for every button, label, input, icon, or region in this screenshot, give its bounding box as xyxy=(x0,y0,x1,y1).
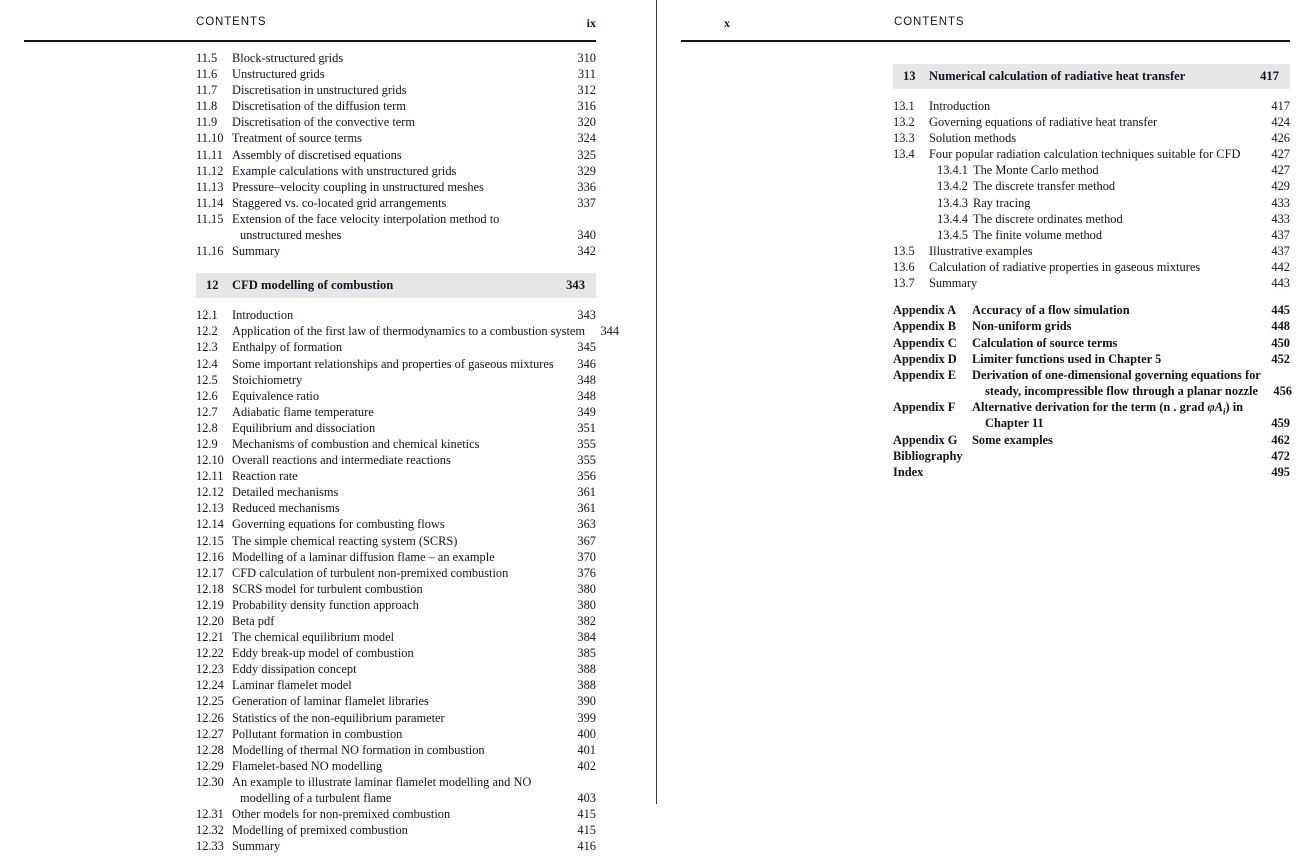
toc-entry-page: 384 xyxy=(577,630,596,645)
toc-entry-page: 337 xyxy=(577,195,596,210)
toc-entry-page: 415 xyxy=(577,807,596,822)
toc-entry[interactable] xyxy=(196,712,596,728)
toc-entry-page: 426 xyxy=(1271,131,1290,146)
toc-entry-title: Illustrative examples xyxy=(929,243,1033,258)
toc-entry-page: 324 xyxy=(577,131,596,146)
toc-entry-number: 13.4.1 xyxy=(937,163,968,178)
toc-entry-number: 12.25 xyxy=(196,694,224,709)
toc-entry[interactable] xyxy=(893,229,1290,245)
toc-entry-page: 450 xyxy=(1271,335,1290,350)
toc-entry-number: 11.7 xyxy=(196,83,218,98)
toc-entry-page: 382 xyxy=(577,614,596,628)
toc-entry-page: 329 xyxy=(577,163,596,178)
toc-entry-number: 12.3 xyxy=(196,340,218,355)
toc-entry[interactable] xyxy=(196,502,596,518)
toc-entry[interactable] xyxy=(196,149,596,165)
toc-entry-number: 12.6 xyxy=(196,388,218,403)
toc-entry-number: 11.13 xyxy=(196,179,224,194)
toc-entry[interactable] xyxy=(196,181,596,197)
toc-entry-page: 340 xyxy=(577,228,596,243)
toc-entry-title: Overall reactions and intermediate reactions xyxy=(232,453,451,468)
toc-entry[interactable] xyxy=(196,728,596,744)
toc-entry-title: Extension of the face velocity interpolation method to xyxy=(232,211,500,226)
toc-entry-page: 336 xyxy=(577,179,596,194)
toc-entry-number: 12.4 xyxy=(196,356,218,371)
toc-entry-title: Some examples xyxy=(972,432,1053,447)
toc-entry-page: 437 xyxy=(1271,227,1290,242)
toc-entry[interactable] xyxy=(196,84,596,100)
chapter-12-entries xyxy=(196,308,620,856)
toc-entry-title: Beta pdf xyxy=(232,614,275,628)
appendix-entries xyxy=(893,304,1290,482)
toc-entry-title: Enthalpy of formation xyxy=(232,340,343,355)
toc-entry-number: 11.11 xyxy=(196,147,223,162)
chapter-13-heading xyxy=(893,64,1290,89)
toc-entry-title: Summary xyxy=(232,244,281,259)
toc-entry[interactable] xyxy=(196,792,596,808)
toc-entry-number: 13.4 xyxy=(893,147,915,162)
toc-entry[interactable] xyxy=(196,68,596,84)
toc-entry[interactable] xyxy=(893,401,1290,417)
toc-entry-number: 12.9 xyxy=(196,436,218,451)
toc-entry-number: Index xyxy=(893,465,924,479)
toc-entry-number: 11.16 xyxy=(196,244,224,259)
toc-entry-title: Discretisation of the convective term xyxy=(232,115,416,130)
toc-entry-page: 345 xyxy=(577,340,596,355)
toc-entry-page: 346 xyxy=(577,356,596,371)
toc-entry-title: The finite volume method xyxy=(973,227,1103,242)
toc-entry-title: Calculation of source terms xyxy=(972,335,1118,350)
toc-entry-number: Appendix A xyxy=(893,303,957,318)
toc-entry[interactable] xyxy=(196,374,596,390)
toc-entry-title: Pressure–velocity coupling in unstructured meshes xyxy=(232,179,484,194)
toc-entry[interactable] xyxy=(196,358,596,374)
toc-entry-number: 13.2 xyxy=(893,115,915,130)
toc-entry-title: Chapter 11 xyxy=(985,416,1044,431)
toc-entry-number: 12.33 xyxy=(196,839,224,854)
toc-entry-title: Block-structured grids xyxy=(232,51,344,65)
toc-entry[interactable] xyxy=(893,466,1290,482)
toc-entry-title: Adiabatic flame temperature xyxy=(232,404,374,419)
chapter-13-entries xyxy=(893,100,1290,293)
toc-entry[interactable] xyxy=(196,567,596,583)
toc-entry-page: 370 xyxy=(577,549,596,564)
toc-entry[interactable] xyxy=(196,760,596,776)
toc-entry-number: 11.10 xyxy=(196,131,224,146)
toc-entry-number: 11.15 xyxy=(196,211,224,226)
toc-entry-title: Introduction xyxy=(929,99,991,113)
toc-entry[interactable] xyxy=(196,341,596,357)
toc-entry-page: 424 xyxy=(1271,115,1290,130)
toc-entry[interactable] xyxy=(196,824,596,840)
toc-entry-number: 12.20 xyxy=(196,614,224,628)
toc-entry-number: 12.22 xyxy=(196,646,224,661)
toc-entry[interactable] xyxy=(196,116,596,132)
right-page xyxy=(657,0,1314,804)
toc-entry-number: 13.7 xyxy=(893,276,915,291)
toc-entry-page: 445 xyxy=(1271,303,1290,318)
toc-entry-number: 12.18 xyxy=(196,581,224,596)
toc-entry-title: Ray tracing xyxy=(973,195,1031,210)
toc-entry[interactable] xyxy=(893,180,1290,196)
toc-entry[interactable] xyxy=(196,679,596,695)
toc-entry-title: unstructured meshes xyxy=(240,228,342,243)
toc-entry[interactable] xyxy=(893,385,1290,401)
toc-entry-page: 311 xyxy=(577,67,596,82)
toc-entry[interactable] xyxy=(196,100,596,116)
toc-entry[interactable] xyxy=(893,148,1290,164)
toc-entry-number: Appendix E xyxy=(893,367,957,382)
left-running-head: CONTENTS xyxy=(196,16,267,28)
toc-entry-page: 348 xyxy=(577,388,596,403)
toc-entry-page: 495 xyxy=(1271,465,1290,479)
toc-entry-title: An example to illustrate laminar flamelet modelling and NO xyxy=(232,774,532,789)
toc-entry-page: 442 xyxy=(1271,259,1290,274)
toc-entry-title: Some important relationships and properties of gaseous mixtures xyxy=(232,356,554,371)
toc-entry-title: The Monte Carlo method xyxy=(973,163,1099,178)
toc-entry-title: Laminar flamelet model xyxy=(232,678,352,693)
toc-entry-number: 12.31 xyxy=(196,807,224,822)
toc-entry-title: Governing equations for combusting flows xyxy=(232,517,445,532)
toc-entry[interactable] xyxy=(196,518,596,534)
toc-entry-page: 361 xyxy=(577,501,596,516)
toc-entry[interactable] xyxy=(196,744,596,760)
toc-entry-page: 402 xyxy=(577,758,596,773)
toc-entry-page: 361 xyxy=(577,485,596,500)
toc-entry-title: Summary xyxy=(232,839,281,854)
toc-entry-title: Mechanisms of combustion and chemical kinetics xyxy=(232,436,480,451)
toc-entry-page: 356 xyxy=(577,469,596,484)
toc-entry-number: 12.30 xyxy=(196,774,224,789)
toc-entry[interactable] xyxy=(196,213,596,229)
toc-entry-page: 344 xyxy=(600,324,620,339)
toc-entry[interactable] xyxy=(893,304,1290,320)
right-header-rule xyxy=(681,40,1290,42)
toc-entry-title: Pollutant formation in combustion xyxy=(232,726,403,741)
toc-entry-page: 433 xyxy=(1271,211,1290,226)
toc-entry-title: Application of the first law of thermodynamics to a combustion system xyxy=(232,324,586,339)
toc-entry-number: 12.23 xyxy=(196,662,224,677)
toc-entry-number: 12.17 xyxy=(196,565,224,580)
toc-entry[interactable] xyxy=(893,245,1290,261)
toc-entry[interactable] xyxy=(893,116,1290,132)
toc-entry-number: 11.8 xyxy=(196,99,218,114)
toc-entry-title: Eddy dissipation concept xyxy=(232,662,357,677)
toc-entry-page: 452 xyxy=(1271,351,1290,366)
toc-entry-title: Statistics of the non-equilibrium parameter xyxy=(232,710,445,725)
toc-entry[interactable] xyxy=(196,406,596,422)
toc-entry-page: 462 xyxy=(1271,432,1290,447)
toc-entry[interactable] xyxy=(196,52,596,68)
toc-entry[interactable] xyxy=(893,450,1290,466)
toc-entry-title: Detailed mechanisms xyxy=(232,485,339,500)
toc-entry-number: 13.4.2 xyxy=(937,179,968,194)
toc-entry-page: 390 xyxy=(577,694,596,709)
toc-entry[interactable] xyxy=(893,277,1290,293)
toc-entry-title: The chemical equilibrium model xyxy=(232,630,395,645)
toc-entry[interactable] xyxy=(893,197,1290,213)
toc-entry-number: 11.6 xyxy=(196,67,218,82)
toc-entry-page: 427 xyxy=(1271,147,1290,162)
toc-entry-number: 11.12 xyxy=(196,163,224,178)
right-running-head: CONTENTS xyxy=(894,16,965,28)
toc-entry[interactable] xyxy=(196,132,596,148)
chapter-12-title: CFD modelling of combustion xyxy=(232,278,394,293)
page-gutter-divider xyxy=(656,0,657,804)
toc-entry-page: 400 xyxy=(577,726,596,741)
toc-entry-title: Summary xyxy=(929,276,978,291)
toc-entry-page: 316 xyxy=(577,99,596,114)
toc-entry[interactable] xyxy=(196,583,596,599)
toc-entry-title: Derivation of one-dimensional governing equations for xyxy=(972,367,1261,382)
toc-entry-page: 320 xyxy=(577,115,596,130)
toc-entry-number: 12.11 xyxy=(196,469,224,484)
toc-entry-title: steady, incompressible flow through a planar nozzle xyxy=(985,384,1258,399)
toc-entry-page: 427 xyxy=(1271,163,1290,178)
toc-entry-number: 12.13 xyxy=(196,501,224,516)
toc-entry[interactable] xyxy=(196,165,596,181)
left-toc-list xyxy=(196,51,620,856)
toc-entry-number: Appendix G xyxy=(893,432,958,447)
toc-entry-number: 12.27 xyxy=(196,726,224,741)
toc-entry-title: Accuracy of a flow simulation xyxy=(972,303,1130,318)
toc-entry[interactable] xyxy=(893,320,1290,336)
toc-entry-page: 388 xyxy=(577,678,596,693)
toc-entry-page: 429 xyxy=(1271,179,1290,194)
toc-entry-page: 348 xyxy=(577,372,596,387)
toc-entry-number: 12.21 xyxy=(196,630,224,645)
toc-entry-number: 12.16 xyxy=(196,549,224,564)
toc-entry-title: Non-uniform grids xyxy=(972,319,1072,334)
toc-entry-title: Modelling of a laminar diffusion flame – an example xyxy=(232,549,495,564)
toc-entry-number: 12.5 xyxy=(196,372,218,387)
toc-entry-title: Generation of laminar flamelet libraries xyxy=(232,694,429,709)
toc-entry-page: 415 xyxy=(577,823,596,838)
toc-entry-page: 349 xyxy=(577,404,596,419)
toc-entry-title: Unstructured grids xyxy=(232,67,325,82)
toc-entry-number: 12.10 xyxy=(196,453,224,468)
toc-entry-title: Stoichiometry xyxy=(232,372,303,387)
right-toc-list xyxy=(893,52,1290,482)
toc-entry[interactable] xyxy=(196,229,596,245)
toc-entry-number: 12.28 xyxy=(196,742,224,757)
chapter-13-page: 417 xyxy=(1260,69,1279,84)
chapter-11-entries xyxy=(196,52,596,261)
toc-entry-number: 11.9 xyxy=(196,115,218,130)
toc-entry-title: Discretisation of the diffusion term xyxy=(232,99,406,114)
toc-entry-page: 433 xyxy=(1271,195,1290,210)
toc-entry-number: 13.6 xyxy=(893,259,915,274)
toc-entry-page: 472 xyxy=(1271,448,1290,463)
toc-entry[interactable] xyxy=(893,434,1290,450)
toc-entry[interactable] xyxy=(893,369,1290,385)
toc-entry-page: 388 xyxy=(577,662,596,677)
toc-entry-page: 380 xyxy=(577,581,596,596)
toc-entry-title: Modelling of thermal NO formation in combustion xyxy=(232,742,485,757)
toc-entry-number: Appendix F xyxy=(893,400,956,415)
toc-entry-title: CFD calculation of turbulent non-premixed combustion xyxy=(232,565,509,580)
toc-entry-title: Introduction xyxy=(232,308,294,323)
toc-entry-title: Treatment of source terms xyxy=(232,131,362,146)
toc-entry-number: 12.1 xyxy=(196,308,218,323)
toc-entry-page: 443 xyxy=(1271,276,1290,291)
toc-entry-title: Staggered vs. co-located grid arrangements xyxy=(232,195,447,210)
toc-entry-title: Alternative derivation for the term (n . grad $\varphi A_i$) in xyxy=(972,400,1244,417)
toc-entry-page: 367 xyxy=(577,533,596,548)
toc-entry-title: Reduced mechanisms xyxy=(232,501,340,516)
toc-entry[interactable] xyxy=(196,197,596,213)
toc-entry-page: 401 xyxy=(577,742,596,757)
toc-entry-title: Assembly of discretised equations xyxy=(232,147,402,162)
toc-entry[interactable] xyxy=(196,663,596,679)
toc-entry-page: 355 xyxy=(577,436,596,451)
toc-entry[interactable] xyxy=(196,438,596,454)
toc-entry-page: 380 xyxy=(577,597,596,612)
toc-entry-title: Discretisation in unstructured grids xyxy=(232,83,407,98)
chapter-13-title: Numerical calculation of radiative heat transfer xyxy=(929,69,1186,84)
toc-entry[interactable] xyxy=(196,486,596,502)
toc-entry-page: 310 xyxy=(577,51,596,65)
toc-entry[interactable] xyxy=(893,337,1290,353)
left-header-rule xyxy=(24,40,596,42)
chapter-12-page: 343 xyxy=(566,278,585,293)
toc-entry[interactable] xyxy=(893,132,1290,148)
toc-entry-number: 13.4.5 xyxy=(937,227,968,242)
toc-entry[interactable] xyxy=(196,840,596,856)
toc-entry-title: Probability density function approach xyxy=(232,597,419,612)
toc-entry-title: SCRS model for turbulent combustion xyxy=(232,581,423,596)
toc-entry-page: 403 xyxy=(577,791,596,806)
toc-entry[interactable] xyxy=(196,599,596,615)
toc-entry-title: The discrete ordinates method xyxy=(973,211,1123,226)
toc-entry-title: Limiter functions used in Chapter 5 xyxy=(972,351,1162,366)
toc-entry-page: 459 xyxy=(1271,416,1290,431)
toc-entry-number: Appendix B xyxy=(893,319,957,334)
toc-entry-title: Flamelet-based NO modelling xyxy=(232,758,383,773)
toc-entry-title: Equivalence ratio xyxy=(232,388,320,403)
toc-entry[interactable] xyxy=(196,390,596,406)
toc-entry-number: 12.14 xyxy=(196,517,224,532)
toc-entry-page: 417 xyxy=(1271,99,1290,113)
toc-entry-page: 437 xyxy=(1271,243,1290,258)
toc-entry-number: 12.12 xyxy=(196,485,224,500)
toc-entry-number: 12.26 xyxy=(196,710,224,725)
toc-entry-title: Governing equations of radiative heat transfer xyxy=(929,115,1158,130)
toc-entry-title: Eddy break-up model of combustion xyxy=(232,646,414,661)
toc-entry-title: Four popular radiation calculation techniques suitable for CFD xyxy=(929,147,1241,162)
toc-entry[interactable] xyxy=(893,417,1290,433)
toc-entry[interactable] xyxy=(196,551,596,567)
chapter-12-heading xyxy=(196,273,596,298)
toc-entry[interactable] xyxy=(196,647,596,663)
toc-entry-page: 312 xyxy=(577,83,596,98)
toc-entry-title: Solution methods xyxy=(929,131,1017,146)
toc-entry-page: 416 xyxy=(577,839,596,854)
toc-entry-number: 12.15 xyxy=(196,533,224,548)
toc-entry-number: 12.19 xyxy=(196,597,224,612)
toc-entry-title: Calculation of radiative properties in gaseous mixtures xyxy=(929,259,1201,274)
toc-entry[interactable] xyxy=(893,353,1290,369)
toc-entry[interactable] xyxy=(196,245,596,261)
toc-entry-page: 363 xyxy=(577,517,596,532)
toc-entry-title: The simple chemical reacting system (SCRS) xyxy=(232,533,458,548)
toc-entry[interactable] xyxy=(196,631,596,647)
chapter-12-number: 12 xyxy=(206,278,219,293)
toc-entry-title: Modelling of premixed combustion xyxy=(232,823,408,838)
toc-entry[interactable] xyxy=(196,776,596,792)
toc-entry-number: 13.5 xyxy=(893,243,915,258)
toc-entry-number: 12.24 xyxy=(196,678,224,693)
toc-entry[interactable] xyxy=(196,695,596,711)
toc-entry-page: 456 xyxy=(1273,384,1292,399)
toc-entry[interactable] xyxy=(196,309,596,325)
toc-entry-page: 325 xyxy=(577,147,596,162)
toc-entry-title: Other models for non-premixed combustion xyxy=(232,807,451,822)
toc-entry-title: The discrete transfer method xyxy=(973,179,1116,194)
toc-entry-number: 12.32 xyxy=(196,823,224,838)
toc-entry-title: Reaction rate xyxy=(232,469,298,484)
toc-entry-page: 376 xyxy=(577,565,596,580)
toc-entry[interactable] xyxy=(196,324,620,341)
toc-entry[interactable] xyxy=(893,261,1290,277)
toc-entry-number: 13.1 xyxy=(893,99,915,113)
toc-entry-number: Appendix D xyxy=(893,351,957,366)
toc-entry-number: 11.5 xyxy=(196,51,218,65)
toc-entry-page: 343 xyxy=(577,308,596,323)
toc-entry-number: 12.29 xyxy=(196,758,224,773)
left-page-folio: ix xyxy=(586,16,596,30)
toc-entry-number: 13.3 xyxy=(893,131,915,146)
toc-entry[interactable] xyxy=(196,454,596,470)
toc-entry-title: Example calculations with unstructured grids xyxy=(232,163,457,178)
toc-entry-title: modelling of a turbulent flame xyxy=(240,791,392,806)
chapter-13-number: 13 xyxy=(903,69,916,84)
toc-entry-number: 11.14 xyxy=(196,195,224,210)
right-page-folio: x xyxy=(724,16,730,30)
toc-entry[interactable] xyxy=(196,808,596,824)
toc-entry[interactable] xyxy=(893,100,1290,116)
toc-entry[interactable] xyxy=(893,164,1290,180)
toc-entry-number: 12.8 xyxy=(196,420,218,435)
toc-entry[interactable] xyxy=(196,470,596,486)
toc-entry-page: 448 xyxy=(1271,319,1290,334)
toc-entry[interactable] xyxy=(196,535,596,551)
toc-entry[interactable] xyxy=(196,422,596,438)
toc-entry-number: 12.7 xyxy=(196,404,218,419)
left-page xyxy=(0,0,657,854)
toc-entry-number: Appendix C xyxy=(893,335,957,350)
toc-entry-number: Bibliography xyxy=(893,448,963,463)
toc-entry-number: 13.4.3 xyxy=(937,195,968,210)
toc-entry-title: Equilibrium and dissociation xyxy=(232,420,376,435)
toc-entry-page: 342 xyxy=(577,244,596,259)
toc-entry-number: 13.4.4 xyxy=(937,211,968,226)
toc-entry-number: 12.2 xyxy=(196,324,218,339)
toc-entry-page: 355 xyxy=(577,453,596,468)
toc-entry-page: 351 xyxy=(577,420,596,435)
toc-entry[interactable] xyxy=(893,213,1290,229)
toc-entry-page: 385 xyxy=(577,646,596,661)
toc-entry[interactable] xyxy=(196,615,596,631)
toc-entry-page: 399 xyxy=(577,710,596,725)
